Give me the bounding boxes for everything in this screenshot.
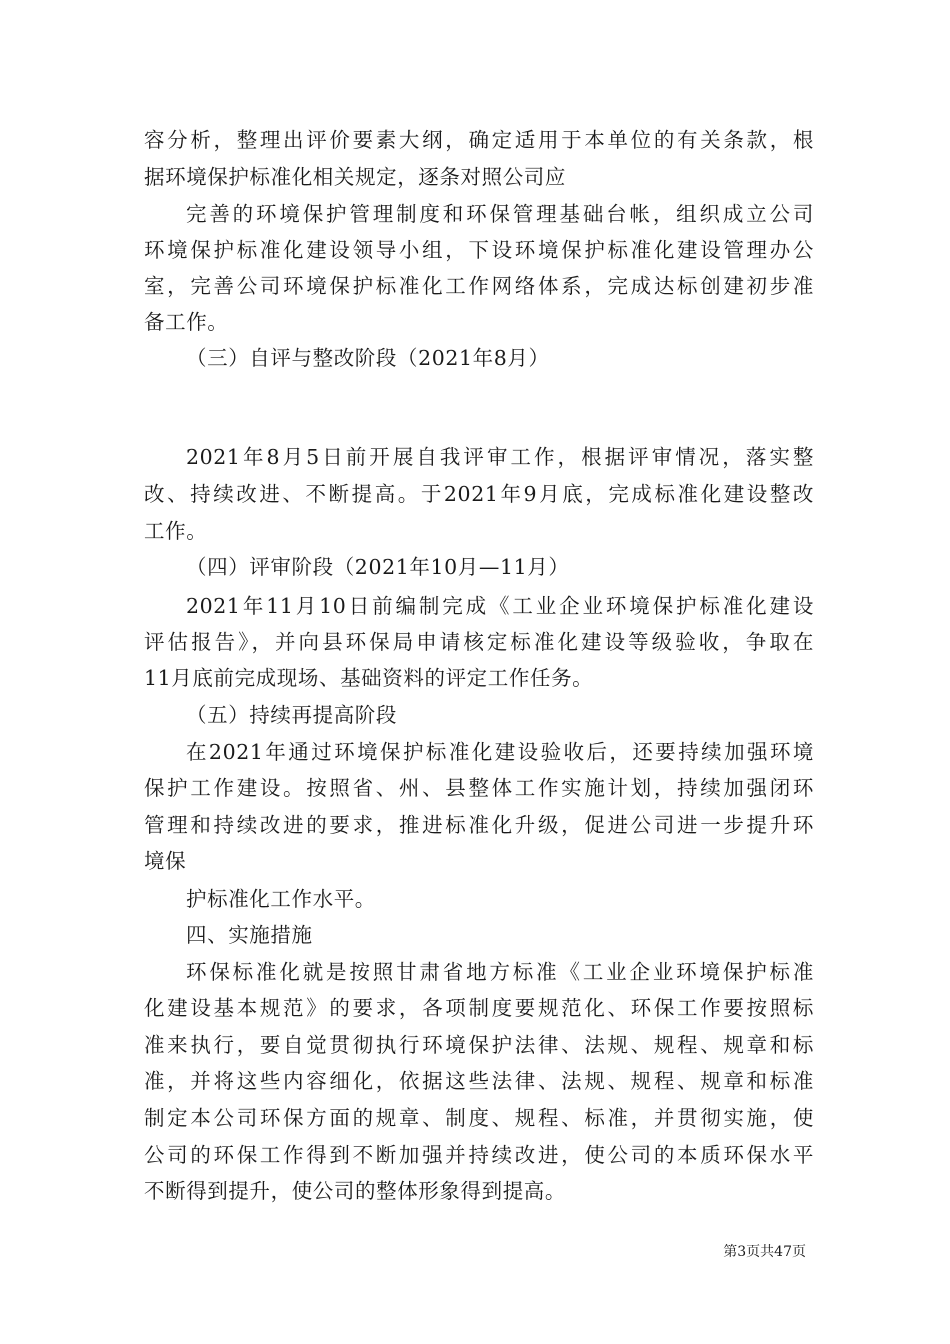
body-text-line: 在2021年通过环境保护标准化建设验收后，还要持续加强环境 xyxy=(186,740,814,764)
section-heading: （四）评审阶段（2021年10月—11月） xyxy=(186,555,570,579)
body-text-line: 制定本公司环保方面的规章、制度、规程、标准，并贯彻实施，使 xyxy=(144,1106,814,1130)
section-heading: （三）自评与整改阶段（2021年8月） xyxy=(186,346,550,370)
body-text-line: 2021年8月5日前开展自我评审工作，根据评审情况，落实整 xyxy=(186,445,814,469)
body-text-line: 化建设基本规范》的要求，各项制度要规范化、环保工作要按照标 xyxy=(144,996,814,1020)
section-heading: 四、实施措施 xyxy=(186,923,313,947)
body-text-line: 环保标准化就是按照甘肃省地方标准《工业企业环境保护标准 xyxy=(186,960,814,984)
body-text-line: 2021年11月10日前编制完成《工业企业环境保护标准化建设 xyxy=(186,594,814,618)
body-text-line: 护标准化工作水平。 xyxy=(186,887,376,911)
body-text-line: 管理和持续改进的要求，推进标准化升级，促进公司进一步提升环 xyxy=(144,813,814,837)
body-text-line: 环境保护标准化建设领导小组，下设环境保护标准化建设管理办公 xyxy=(144,238,814,262)
section-heading: （五）持续再提高阶段 xyxy=(186,703,397,727)
body-text-line: 11月底前完成现场、基础资料的评定工作任务。 xyxy=(144,666,594,690)
body-text-line: 工作。 xyxy=(144,519,208,543)
body-text-line: 完善的环境保护管理制度和环保管理基础台帐，组织成立公司 xyxy=(186,202,814,226)
body-text-line: 室，完善公司环境保护标准化工作网络体系，完成达标创建初步准 xyxy=(144,274,814,298)
body-text-line: 备工作。 xyxy=(144,310,229,334)
body-text-line: 容分析，整理出评价要素大纲，确定适用于本单位的有关条款，根 xyxy=(144,128,814,152)
body-text-line: 准，并将这些内容细化，依据这些法律、法规、规程、规章和标准 xyxy=(144,1069,814,1093)
body-text-line: 不断得到提升，使公司的整体形象得到提高。 xyxy=(144,1179,566,1203)
page-number: 第3页共47页 xyxy=(723,1244,806,1260)
body-text-line: 保护工作建设。按照省、州、县整体工作实施计划，持续加强闭环 xyxy=(144,776,814,800)
body-text-line: 改、持续改进、不断提高。于2021年9月底，完成标准化建设整改 xyxy=(144,482,814,506)
body-text-line: 准来执行，要自觉贯彻执行环境保护法律、法规、规程、规章和标 xyxy=(144,1033,814,1057)
body-text-line: 公司的环保工作得到不断加强并持续改进，使公司的本质环保水平 xyxy=(144,1143,814,1167)
body-text-line: 评估报告》，并向县环保局申请核定标准化建设等级验收，争取在 xyxy=(144,630,814,654)
body-text-line: 据环境保护标准化相关规定，逐条对照公司应 xyxy=(144,165,566,189)
body-text-line: 境保 xyxy=(144,849,187,873)
